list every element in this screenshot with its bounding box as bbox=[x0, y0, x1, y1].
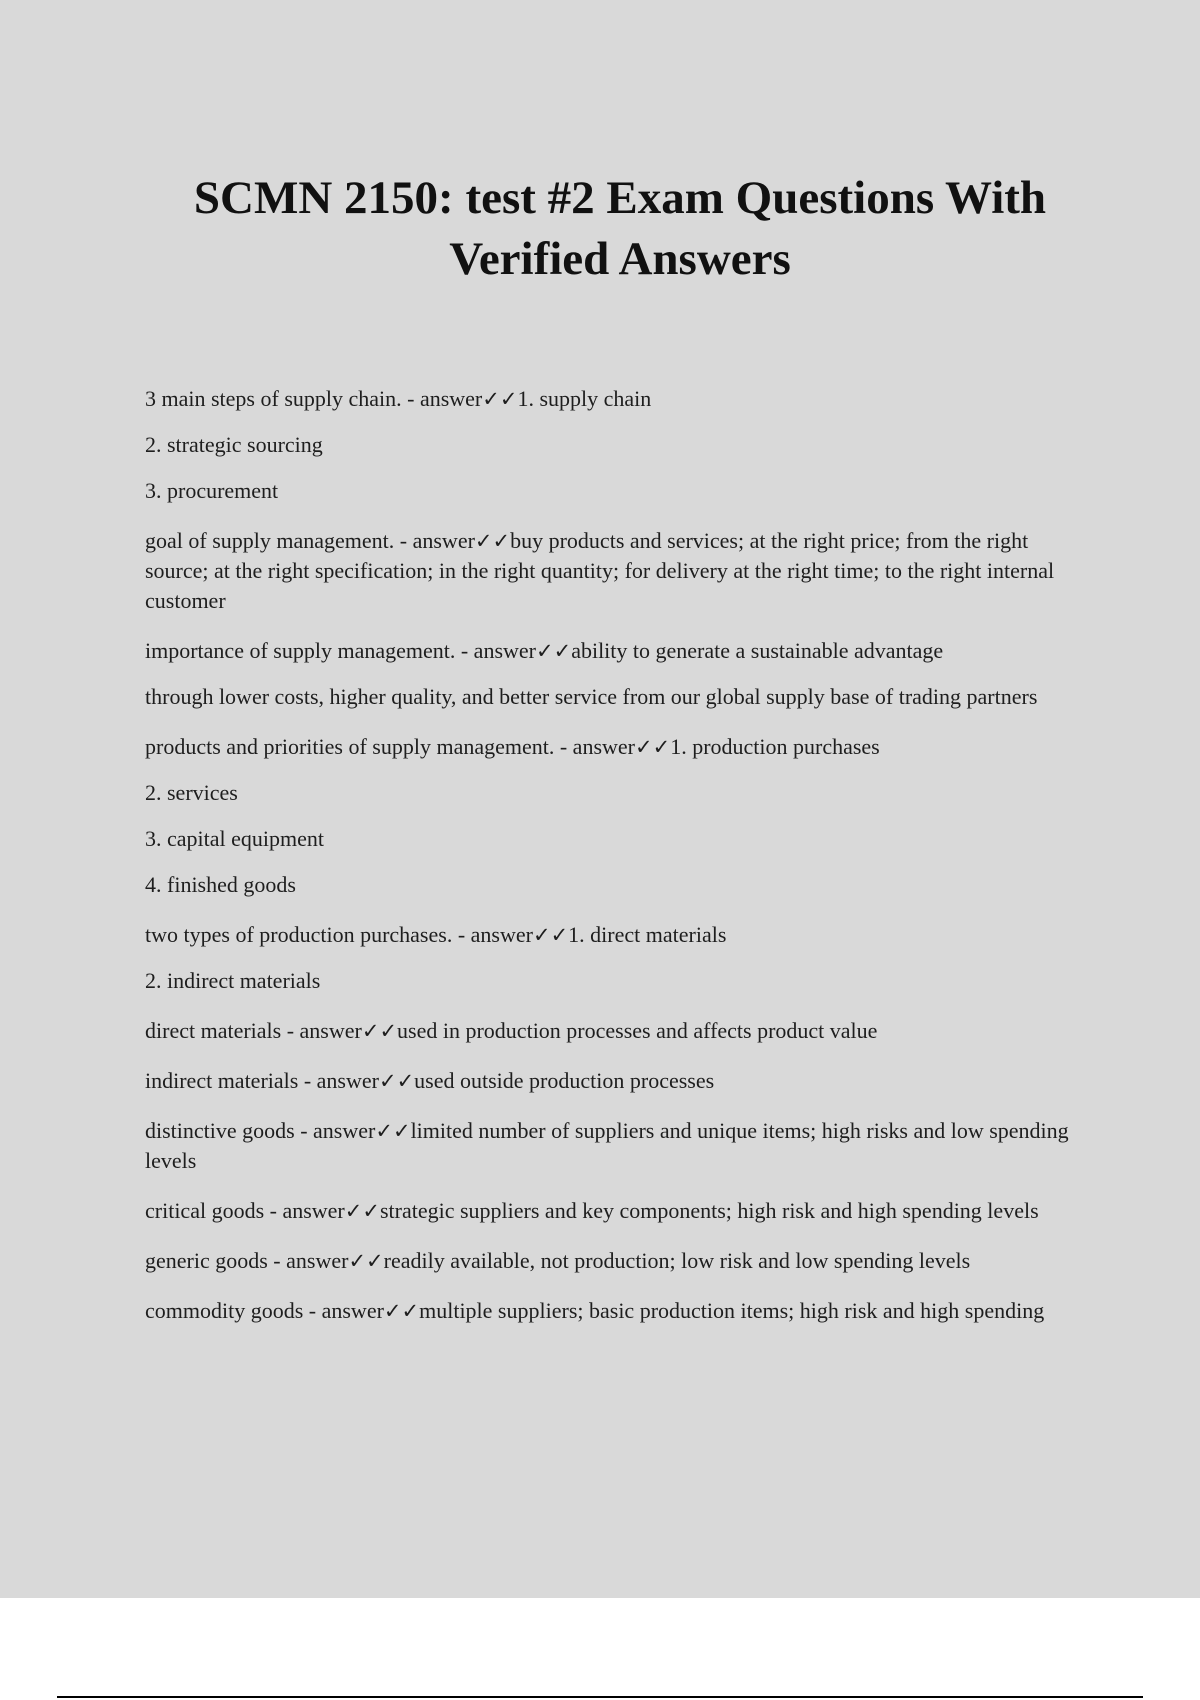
answer: 1. production purchases bbox=[670, 734, 880, 759]
answer: limited number of suppliers and unique items; high risks and low spending levels bbox=[145, 1118, 1069, 1173]
answer: strategic suppliers and key components; high risk and high spending levels bbox=[379, 1198, 1039, 1223]
qa-entry bbox=[145, 1296, 1075, 1326]
question: goal of supply management. - answer bbox=[145, 528, 475, 553]
answer: ability to generate a sustainable advantage bbox=[571, 638, 944, 663]
answer-continuation: 3. procurement bbox=[145, 478, 279, 503]
question: two types of production purchases. - answer bbox=[145, 922, 533, 947]
check-icon: ✓✓ bbox=[634, 735, 671, 759]
qa-entry bbox=[145, 732, 1075, 762]
check-icon: ✓✓ bbox=[348, 1249, 384, 1273]
qa-entry bbox=[145, 1196, 1075, 1226]
question: critical goods - answer bbox=[145, 1198, 345, 1223]
question: distinctive goods - answer bbox=[145, 1118, 376, 1143]
answer: buy products and services; at the right price; from the right source; at the right specification; in the right quantity; for delivery at the right time; to the right internal customer bbox=[145, 528, 1055, 613]
check-icon: ✓✓ bbox=[378, 1069, 415, 1093]
answer-continuation: 2. strategic sourcing bbox=[145, 432, 323, 457]
qa-entry bbox=[145, 1016, 1075, 1046]
check-icon: ✓✓ bbox=[361, 1019, 398, 1043]
answer: used in production processes and affects product value bbox=[397, 1018, 878, 1043]
question: indirect materials - answer bbox=[145, 1068, 379, 1093]
answer: used outside production processes bbox=[414, 1068, 715, 1093]
qa-entry bbox=[145, 1116, 1075, 1176]
answer-continuation: 4. finished goods bbox=[145, 872, 296, 897]
qa-list bbox=[145, 384, 1075, 1326]
check-icon: ✓✓ bbox=[532, 923, 569, 947]
footer-divider bbox=[57, 1696, 1143, 1698]
question: commodity goods - answer bbox=[145, 1298, 384, 1323]
qa-entry bbox=[145, 1246, 1075, 1276]
qa-entry bbox=[145, 920, 1075, 950]
document-title: SCMN 2150: test #2 Exam Questions With Verified Answers bbox=[193, 172, 1047, 285]
qa-entry bbox=[145, 384, 1075, 414]
answer: 1. supply chain bbox=[517, 386, 652, 411]
check-icon: ✓✓ bbox=[535, 639, 572, 663]
check-icon: ✓✓ bbox=[383, 1299, 420, 1323]
qa-entry bbox=[145, 1066, 1075, 1096]
question: 3 main steps of supply chain. - answer bbox=[145, 386, 483, 411]
answer-continuation: 3. capital equipment bbox=[145, 826, 324, 851]
question: products and priorities of supply management. - answer bbox=[145, 734, 635, 759]
check-icon: ✓✓ bbox=[375, 1119, 411, 1143]
question: importance of supply management. - answer bbox=[145, 638, 536, 663]
check-icon: ✓✓ bbox=[482, 387, 518, 411]
answer: 1. direct materials bbox=[568, 922, 727, 947]
question: generic goods - answer bbox=[145, 1248, 349, 1273]
check-icon: ✓✓ bbox=[474, 529, 511, 553]
answer: readily available, not production; low risk and low spending levels bbox=[383, 1248, 971, 1273]
answer: multiple suppliers; basic production items; high risk and high spending bbox=[419, 1298, 1045, 1323]
answer-continuation: 2. indirect materials bbox=[145, 968, 321, 993]
check-icon: ✓✓ bbox=[344, 1199, 380, 1223]
answer-continuation: through lower costs, higher quality, and better service from our global supply base of trading partners bbox=[145, 684, 1038, 709]
question: direct materials - answer bbox=[145, 1018, 362, 1043]
answer-continuation: 2. services bbox=[145, 780, 238, 805]
qa-entry bbox=[145, 526, 1075, 616]
qa-entry bbox=[145, 636, 1075, 666]
